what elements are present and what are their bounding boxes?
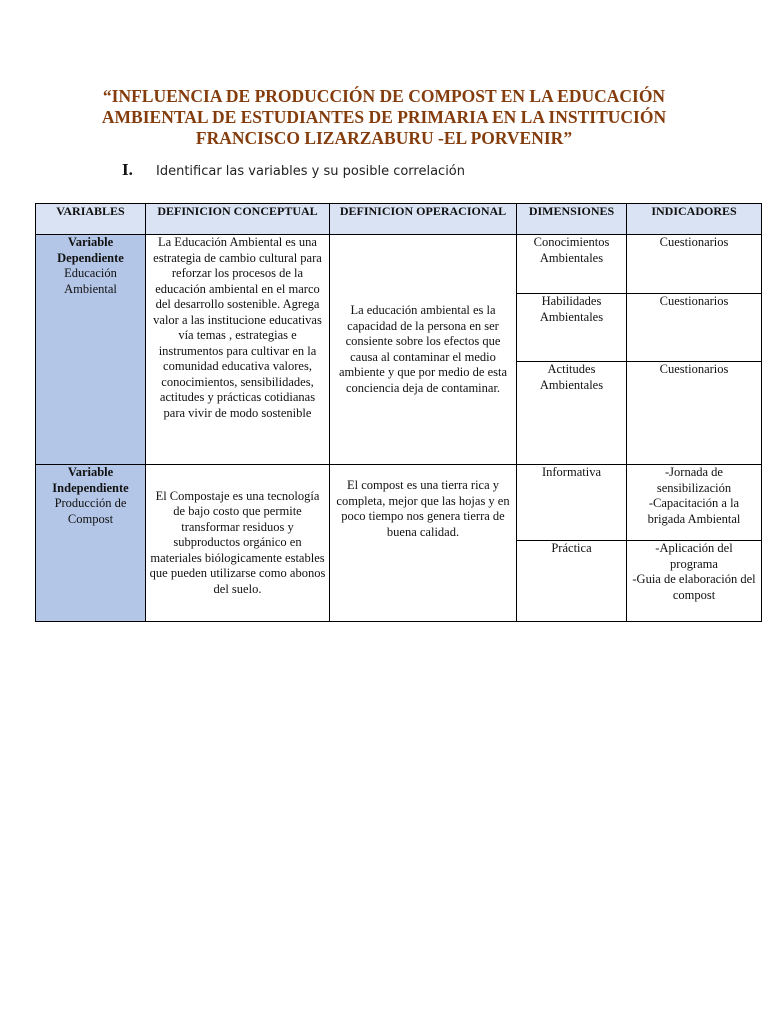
table-header-row	[36, 204, 762, 235]
section-number: I.	[122, 160, 133, 179]
operacional-cell: La educación ambiental es la capacidad de la persona en ser consiente sobre los efectos que causa al contaminar el medio ambiente y que por medio de esta conciencia deja de contaminar.	[330, 235, 517, 465]
dimension-cell: Conocimientos Ambientales	[517, 235, 627, 294]
dimension-cell: Informativa	[517, 465, 627, 541]
table-row	[36, 465, 762, 541]
variables-table	[35, 203, 762, 622]
title-line-3: FRANCISCO LIZARZABURU -EL PORVENIR”	[195, 128, 573, 148]
variable-name: Educación Ambiental	[64, 266, 117, 296]
dimension-cell: Actitudes Ambientales	[517, 362, 627, 465]
variable-type: Variable Dependiente	[57, 235, 124, 265]
indicator-cell: Cuestionarios	[627, 362, 762, 465]
header-variables: VARIABLES	[36, 204, 146, 235]
document-title	[60, 86, 708, 149]
title-line-1: “INFLUENCIA DE PRODUCCIÓN DE COMPOST EN LA EDUCACIÓN	[102, 86, 666, 106]
section-text: Identificar las variables y su posible correlación	[156, 164, 466, 179]
variable-cell-dependiente	[36, 235, 146, 465]
variable-name: Producción de Compost	[54, 496, 127, 526]
indicator-cell: Cuestionarios	[627, 235, 762, 294]
indicator-line: -Aplicación del programa	[655, 541, 733, 571]
indicator-line: -Jornada de sensibilización	[656, 465, 732, 495]
header-dimensiones: DIMENSIONES	[517, 204, 627, 235]
operacional-cell	[330, 465, 517, 622]
operacional-text: El compost es una tierra rica y completa, mejor que las hojas y en poco tiempo nos genera tierra de buena calidad.	[336, 478, 510, 539]
indicator-cell: Cuestionarios	[627, 294, 762, 362]
section-heading	[122, 160, 465, 180]
header-conceptual: DEFINICION CONCEPTUAL	[146, 204, 330, 235]
dimension-cell: Habilidades Ambientales	[517, 294, 627, 362]
conceptual-cell: La Educación Ambiental es una estrategia de cambio cultural para reforzar los procesos de la educación ambiental en el marco del desarrollo sostenible. Agrega valor a las institucione educativas vía temas , estrategias e instrumentos para cultivar en la comunidad educativa valores, conocimientos, sensibilidades, actitudes y prácticas cotidianas para vivir de modo sostenible	[146, 235, 330, 465]
variable-type: Variable Independiente	[52, 465, 129, 495]
header-indicadores: INDICADORES	[627, 204, 762, 235]
table-row	[36, 235, 762, 294]
indicator-cell	[627, 465, 762, 541]
conceptual-cell: El Compostaje es una tecnología de bajo costo que permite transformar residuos y subproductos orgánico en materiales biólogicamente estables que pueden utilizarse como abonos del suelo.	[146, 465, 330, 622]
indicator-cell	[627, 541, 762, 622]
indicator-line: -Capacitación a la brigada Ambiental	[647, 496, 741, 526]
title-line-2: AMBIENTAL DE ESTUDIANTES DE PRIMARIA EN LA INSTITUCIÓN	[101, 107, 667, 127]
dimension-cell: Práctica	[517, 541, 627, 622]
indicator-line: -Guia de elaboración del compost	[632, 572, 756, 602]
variable-cell-independiente	[36, 465, 146, 622]
header-operacional: DEFINICION OPERACIONAL	[330, 204, 517, 235]
